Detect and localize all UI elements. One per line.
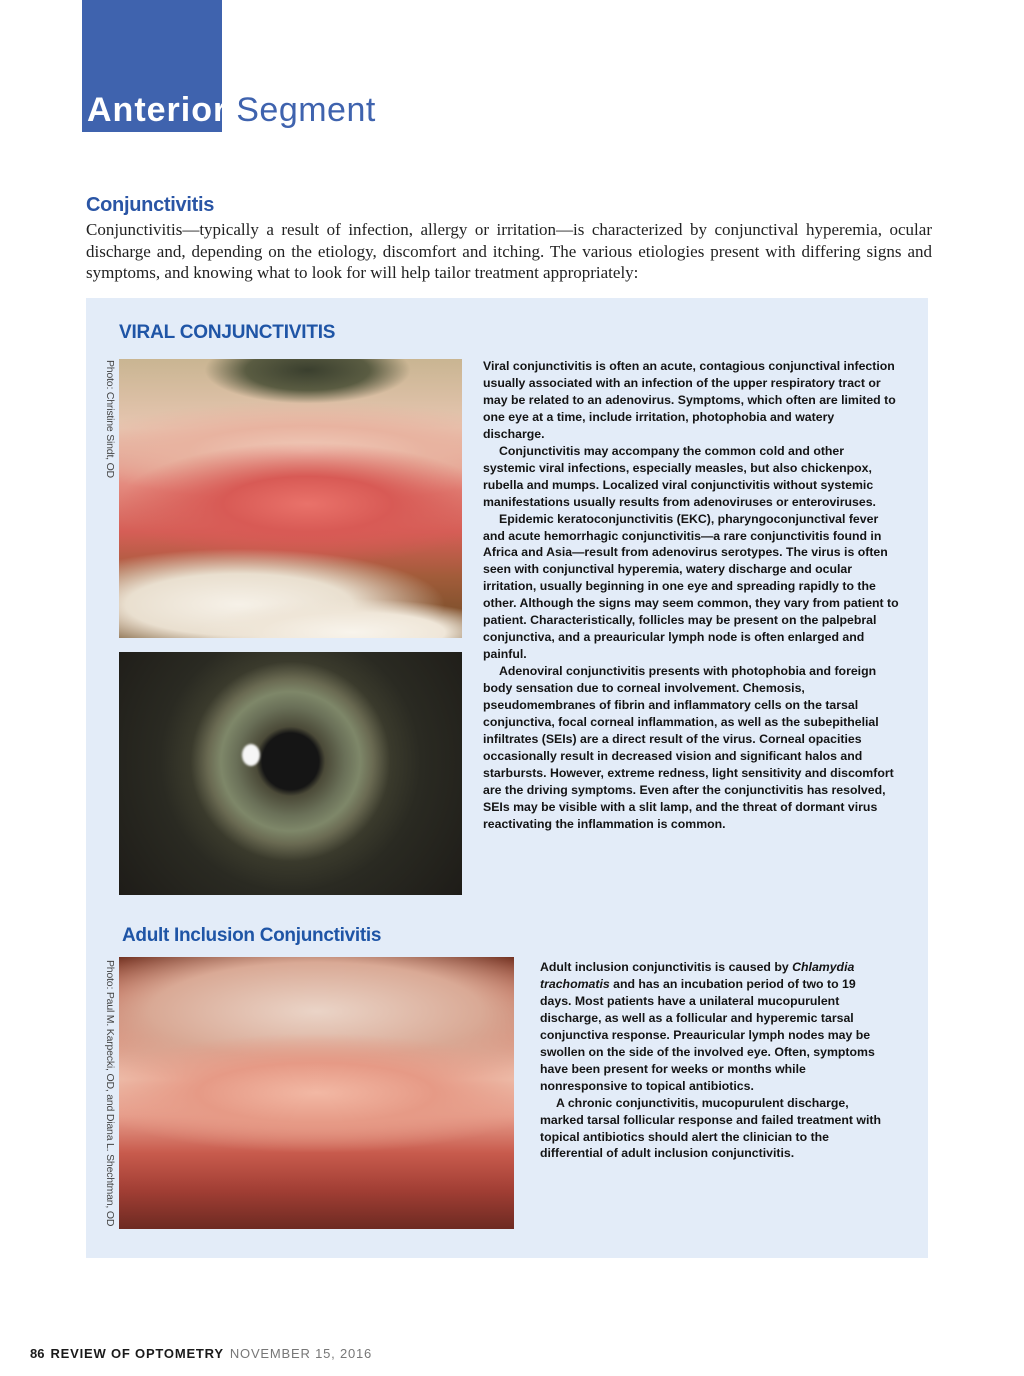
photo-credit-viral: Photo: Christine Sindt, OD xyxy=(104,360,116,478)
aic-p1-end: and has an incubation period of two to 19 days. Most patients have a unilateral mucopurulent discharge, as well as a follicular and hyperemic tarsal conjunctiva response. Preauricular lymph nodes may be swollen on the side of the involved eye. Often, symptoms have been present for weeks or months while nonresponsive to topical antibiotics. xyxy=(540,976,875,1093)
adult-inclusion-paragraph-1 xyxy=(540,959,890,1095)
adult-inclusion-paragraph-2: A chronic conjunctivitis, mucopurulent discharge, marked tarsal follicular response and failed treatment with topical antibiotics should alert the clinician to the differential of adult inclusion conjunctivitis. xyxy=(540,1095,881,1161)
photo-credit-adult-inclusion: Photo: Paul M. Karpecki, OD, and Diana L. Shechtman, OD xyxy=(104,960,116,1227)
viral-conjunctivitis-heading: VIRAL CONJUNCTIVITIS xyxy=(119,322,336,343)
page-footer xyxy=(30,1346,372,1361)
magazine-name: REVIEW OF OPTOMETRY xyxy=(50,1346,224,1361)
adult-inclusion-heading: Adult Inclusion Conjunctivitis xyxy=(122,925,382,946)
viral-eye-photo xyxy=(119,652,462,895)
header-word-anterior: Anterior xyxy=(87,91,228,129)
page-number: 86 xyxy=(30,1346,45,1361)
aic-p1-species: Chlamydia trachomatis xyxy=(540,960,855,991)
intro-paragraph: Conjunctivitis—typically a result of infection, allergy or irritation—is characterized by conjunctival hyperemia, ocular discharge and, depending on the etiology, discomfort and itching. The various etiologies present with differing signs and symptoms, and knowing what to look for will help tailor treatment appropriately: xyxy=(86,220,932,283)
viral-body-text xyxy=(483,358,899,833)
adult-inclusion-body-text xyxy=(540,959,890,1162)
department-header xyxy=(87,88,376,132)
header-word-segment: Segment xyxy=(236,91,376,129)
issue-date: NOVEMBER 15, 2016 xyxy=(229,1346,373,1361)
aic-p1-start: Adult inclusion conjunctivitis is caused by xyxy=(540,960,793,974)
section-title: Conjunctivitis xyxy=(86,194,215,216)
adult-inclusion-photo xyxy=(119,957,514,1229)
viral-paragraph-2: Conjunctivitis may accompany the common cold and other systemic viral infections, especially measles, but also chickenpox, rubella and mumps. Localized viral conjunctivitis without systemic manifestations usually results from adenoviruses or enteroviruses. xyxy=(483,443,876,509)
viral-paragraph-3: Epidemic keratoconjunctivitis (EKC), pharyngoconjunctival fever and acute hemorrhagic conjunctivitis—a rare conjunctivitis found in Africa and Asia—result from adenovirus serotypes. The virus is often seen with conjunctival hyperemia, watery discharge and ocular irritation, usually beginning in one eye and spreading rapidly to the other. Although the signs may seem common, they vary from patient to patient. Characteristically, follicles may be present on the palpebral conjunctiva, and a preauricular lymph node is often enlarged and painful. xyxy=(483,511,899,662)
viral-paragraph-4: Adenoviral conjunctivitis presents with photophobia and foreign body sensation due to corneal involvement. Chemosis, pseudomembranes of fibrin and inflammatory cells on the tarsal conjunctiva, focal corneal inflammation, as well as the subepithelial infiltrates (SEIs) are a direct result of the virus. Corneal opacities occasionally result in decreased vision and significant halos and starbursts. However, extreme redness, light sensitivity and discomfort are the driving symptoms. Even after the conjunctivitis has resolved, SEIs may be visible with a slit lamp, and the threat of dormant virus reactivating the inflammation is common. xyxy=(483,664,894,831)
viral-eyelid-photo xyxy=(119,359,462,638)
viral-paragraph-1: Viral conjunctivitis is often an acute, contagious conjunctival infection usually associated with an infection of the upper respiratory tract or may be related to an adenovirus. Symptoms, which often are limited to one eye at a time, include irritation, photophobia and watery discharge. xyxy=(483,359,896,441)
